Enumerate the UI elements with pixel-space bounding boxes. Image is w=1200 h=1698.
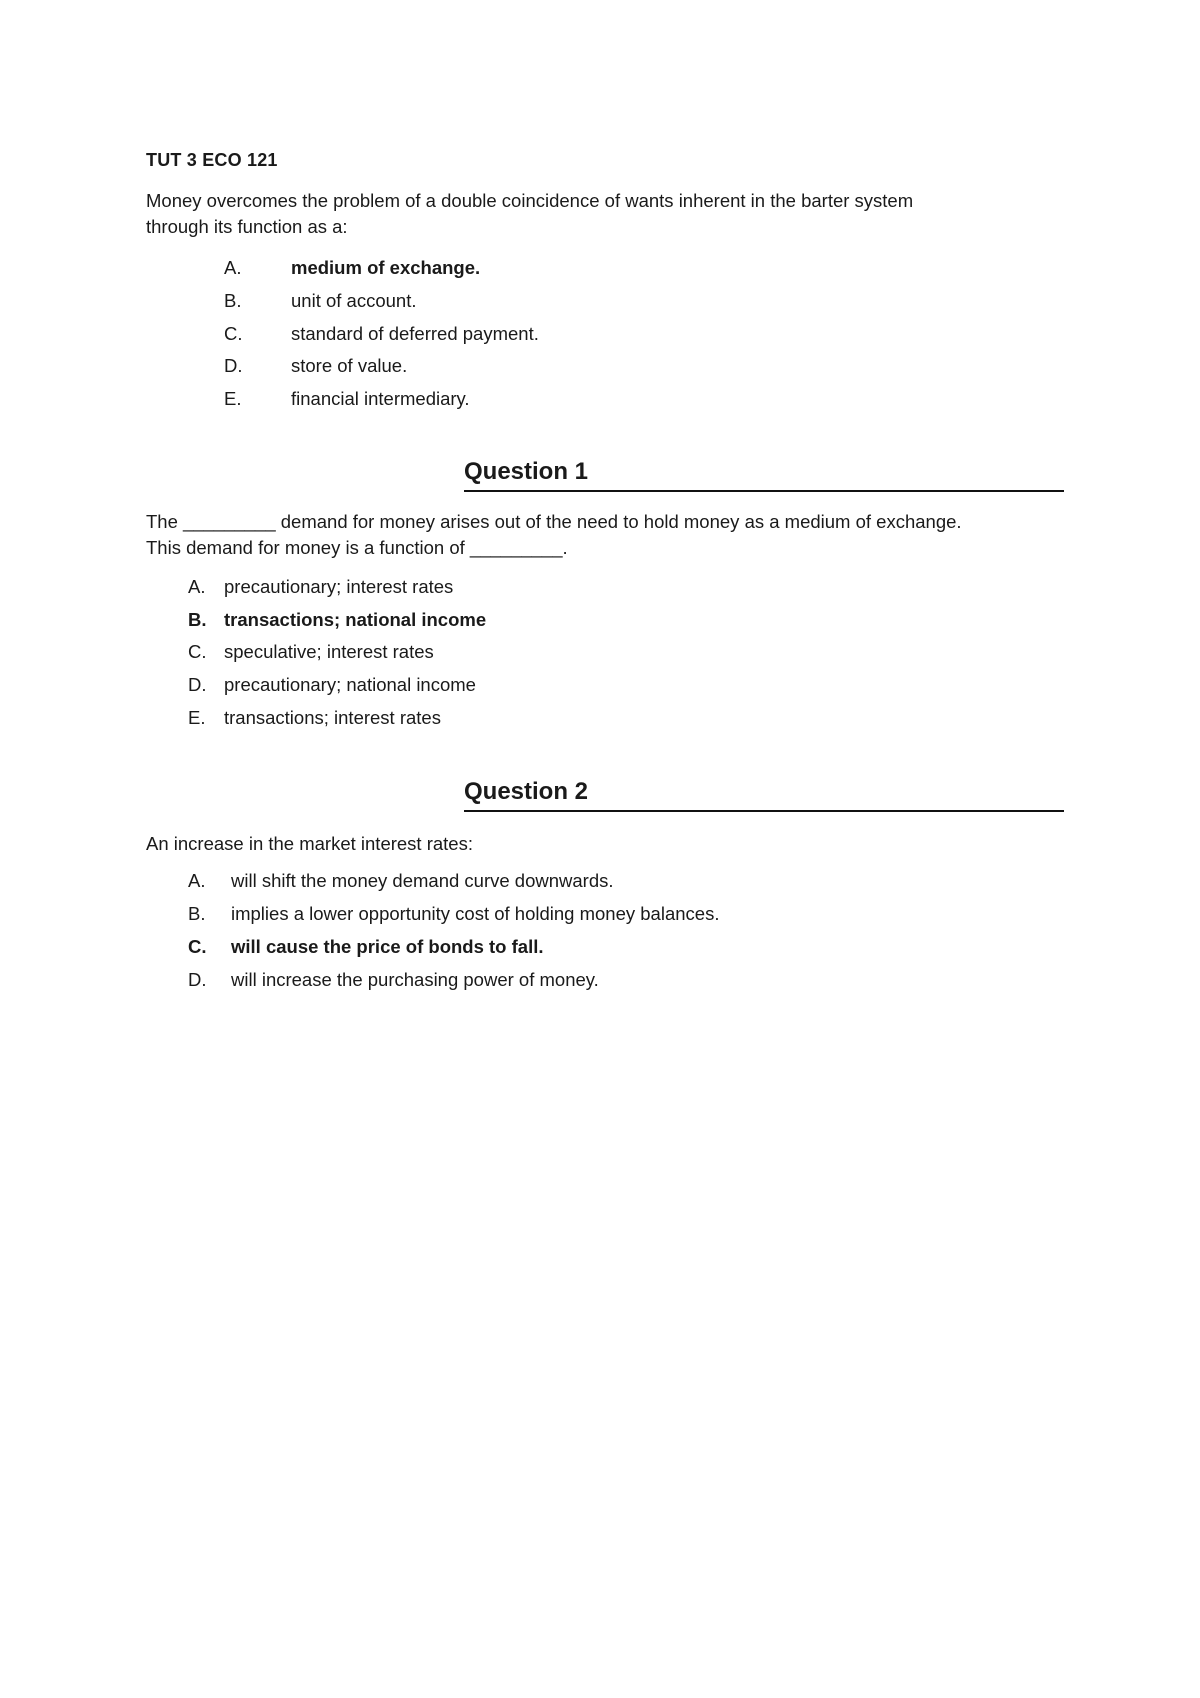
option-letter: B.: [188, 903, 206, 924]
option-text: unit of account.: [291, 290, 417, 311]
option-letter: A.: [188, 870, 206, 891]
option-letter: C.: [188, 936, 207, 957]
option-text: standard of deferred payment.: [291, 323, 539, 344]
option-letter: B.: [188, 609, 207, 630]
option-letter: D.: [188, 969, 207, 990]
option-text: store of value.: [291, 355, 408, 376]
question-1-stem: [146, 509, 1066, 561]
option-letter: E.: [188, 707, 206, 728]
option-letter: A.: [224, 257, 242, 278]
option-text: precautionary; national income: [224, 674, 476, 695]
intro-stem-line-1: Money overcomes the problem of a double coincidence of wants inherent in the barter system: [146, 190, 914, 211]
option-letter: D.: [224, 355, 243, 376]
option-text: speculative; interest rates: [224, 641, 434, 662]
option-letter: C.: [224, 323, 243, 344]
intro-stem-line-2: through its function as a:: [146, 216, 348, 237]
q2-stem-line-1: An increase in the market interest rates:: [146, 833, 473, 854]
q1-stem-line-2: This demand for money is a function of _________.: [146, 537, 568, 558]
question-1-heading: Question 1: [464, 458, 1064, 492]
option-text: transactions; national income: [224, 609, 487, 630]
option-text: financial intermediary.: [291, 388, 470, 409]
option-text: transactions; interest rates: [224, 707, 441, 728]
option-text: medium of exchange.: [291, 257, 481, 278]
option-text: will cause the price of bonds to fall.: [231, 936, 544, 957]
option-letter: A.: [188, 576, 206, 597]
option-letter: B.: [224, 290, 242, 311]
q1-stem-line-1: The _________ demand for money arises out of the need to hold money as a medium of exchange.: [146, 511, 962, 532]
document-title: TUT 3 ECO 121: [146, 150, 278, 170]
option-text: will increase the purchasing power of money.: [231, 969, 599, 990]
option-text: implies a lower opportunity cost of holding money balances.: [231, 903, 720, 924]
option-letter: E.: [224, 388, 242, 409]
question-2-stem: [146, 831, 1066, 857]
option-letter: C.: [188, 641, 207, 662]
question-2-heading: Question 2: [464, 778, 1064, 812]
option-text: will shift the money demand curve downwards.: [231, 870, 614, 891]
intro-question-stem: [146, 188, 1066, 240]
option-letter: D.: [188, 674, 207, 695]
option-text: precautionary; interest rates: [224, 576, 454, 597]
